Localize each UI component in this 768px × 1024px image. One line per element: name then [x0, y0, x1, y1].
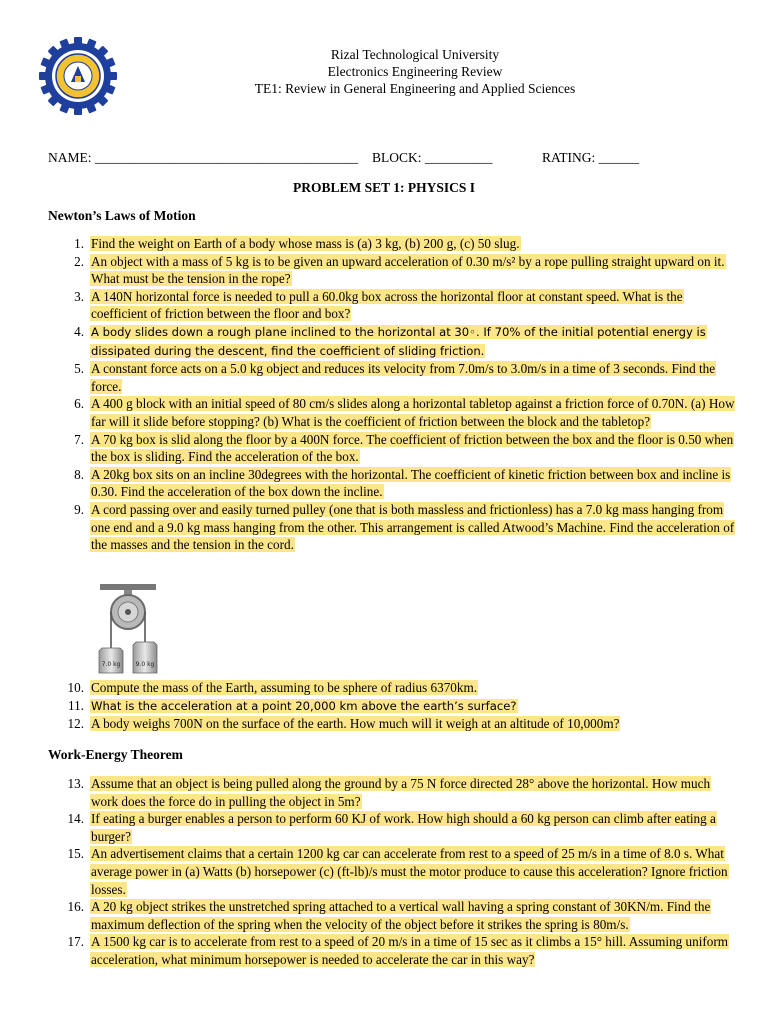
- problem-list-newton-2: [48, 679, 738, 733]
- university-name: Rizal Technological University: [330, 47, 500, 62]
- section-title-work-energy: Work-Energy Theorem: [48, 747, 183, 762]
- problem-item: 2. An object with a mass of 5 kg is to be given an upward acceleration of 0.30 m/s² by a rope pulling straight upward on it. What must be the tension in the rope?: [74, 253, 725, 287]
- name-field[interactable]: NAME: _______________________________________: [48, 150, 359, 165]
- problem-list-work-energy: [48, 775, 738, 969]
- problem-item: 16. A 20 kg object strikes the unstretched spring attached to a vertical wall having a spring constant of 30KN/m. Find the maximum deflection of the spring when the velocity of the object before it strikes the spring is 80m/s.: [67, 899, 711, 932]
- problem-item: 4. A body slides down a rough plane inclined to the horizontal at 30◦. If 70% of the initial potential energy is dissipated during the descent, find the coefficient of sliding friction.: [74, 323, 706, 358]
- university-seal-logo: [38, 36, 118, 116]
- problem-item: 1. Find the weight on Earth of a body whose mass is (a) 3 kg, (b) 200 g, (c) 50 slug.: [74, 236, 520, 251]
- mass-label-left: 7.0 kg: [101, 661, 121, 668]
- problem-item: 12. A body weighs 700N on the surface of the earth. How much will it weigh at an altitude of 10,000m?: [67, 716, 620, 732]
- problem-list-newton-1: [48, 235, 738, 554]
- problem-item: 15. An advertisement claims that a certain 1200 kg car can accelerate from rest to a speed of 25 m/s in a time of 8.0 s. What average power in (a) Watts (b) horsepower (c) (ft-lb)/s must the motor produce to cause this acceleration? Ignore friction losses.: [67, 846, 728, 897]
- problem-item: 3. A 140N horizontal force is needed to pull a 60.0kg box across the horizontal floor at constant speed. What is the coefficient of friction between the floor and box?: [74, 288, 683, 322]
- problem-item: 6. A 400 g block with an initial speed of 80 cm/s slides along a horizontal tabletop against a friction force of 0.70N. (a) How far will it slide before stopping? (b) What is the coefficient of friction between the block and the tabletop?: [74, 396, 735, 429]
- problem-item: 7. A 70 kg box is slid along the floor by a 400N force. The coefficient of friction between the box and the floor is 0.50 when the box is sliding. Find the acceleration of the box.: [74, 431, 734, 465]
- program-name: Electronics Engineering Review: [327, 64, 503, 79]
- problem-item: 11. What is the acceleration at a point 20,000 km above the earth’s surface?: [68, 697, 517, 713]
- problem-item: 13. Assume that an object is being pulled along the ground by a 75 N force directed 28° above the horizontal. How much work does the force do in pulling the object in 5m?: [67, 776, 711, 809]
- rating-field[interactable]: RATING: ______: [542, 150, 640, 165]
- mass-label-right: 9.0 kg: [135, 661, 155, 668]
- problem-item: 5. A constant force acts on a 5.0 kg object and reduces its velocity from 7.0m/s to 3.0m/s in a time of 3 seconds. Find the force.: [74, 361, 716, 394]
- block-field[interactable]: BLOCK: __________: [372, 150, 493, 165]
- atwood-machine-figure: [88, 582, 168, 680]
- problem-set-title: PROBLEM SET 1: PHYSICS I: [292, 180, 476, 195]
- problem-item: 17. A 1500 kg car is to accelerate from rest to a speed of 20 m/s in a time of 15 sec as it climbs a 15° hill. Assuming uniform acceleration, what minimum horsepower is needed to accelerate the car in this way?: [67, 934, 729, 967]
- problem-item: 10. Compute the mass of the Earth, assuming to be sphere of radius 6370km.: [67, 680, 478, 695]
- problem-item: 8. A 20kg box sits on an incline 30degrees with the horizontal. The coefficient of kinetic friction between box and incline is 0.30. Find the acceleration of the box down the incline.: [74, 466, 731, 500]
- section-title-newtons-laws: Newton’s Laws of Motion: [48, 208, 196, 223]
- problem-item: 9. A cord passing over and easily turned pulley (one that is both massless and frictionless) has a 7.0 kg mass hanging from one end and a 9.0 kg mass hanging from the other. This arrangement is called Atwood’s Machine. Find the acceleration of the masses and the tension in the cord.: [74, 501, 735, 553]
- problem-item: 14. If eating a burger enables a person to perform 60 KJ of work. How high should a 60 kg person can climb after eating a burger?: [67, 811, 716, 844]
- document-header: [160, 46, 670, 97]
- course-title: TE1: Review in General Engineering and Applied Sciences: [254, 81, 576, 96]
